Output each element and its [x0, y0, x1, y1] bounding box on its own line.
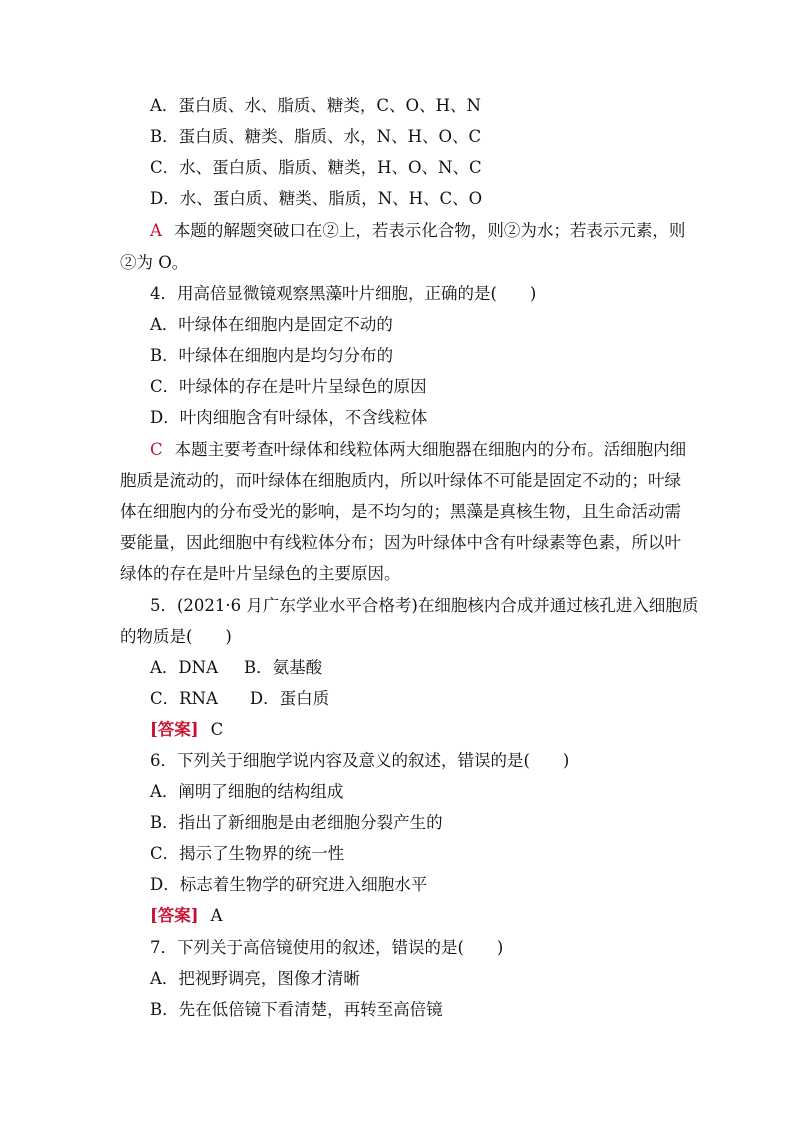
q4-explanation-line-4: 要能量，因此细胞中有线粒体分布；因为叶绿体中含有叶绿素等色素，所以叶 — [120, 533, 681, 552]
q4-explanation-line-2: 胞质是流动的，而叶绿体在细胞质内，所以叶绿体不可能是固定不动的；叶绿 — [120, 471, 681, 490]
q4-explanation-line-5: 绿体的存在是叶片呈绿色的主要原因。 — [120, 564, 401, 583]
q7-stem: 7．下列关于高倍镜使用的叙述，错误的是( ) — [150, 938, 504, 957]
q3-option-a: A．蛋白质、水、脂质、糖类，C、O、H、N — [150, 96, 481, 115]
q5-option-d: D．蛋白质 — [249, 689, 330, 708]
q3-answer: A — [150, 221, 162, 240]
q7-option-a: A．把视野调亮，图像才清晰 — [150, 969, 360, 988]
q3-option-b: B．蛋白质、糖类、脂质、水，N、H、O、C — [150, 127, 482, 146]
q4-option-a: A．叶绿体在细胞内是固定不动的 — [150, 315, 393, 334]
q4-option-d: D．叶肉细胞含有叶绿体，不含线粒体 — [150, 408, 428, 427]
q3-explanation-line-1 — [150, 221, 685, 241]
q3-option-d: D．水、蛋白质、糖类、脂质，N、H、C、O — [150, 189, 483, 208]
q6-option-c: C．揭示了生物界的统一性 — [150, 844, 345, 863]
q6-option-a: A．阐明了细胞的结构组成 — [150, 782, 344, 801]
q6-answer-label: [答案] — [150, 906, 199, 925]
q4-explanation-line-1 — [150, 440, 686, 460]
q6-option-b: B．指出了新细胞是由老细胞分裂产生的 — [150, 813, 443, 832]
q4-explanation-text-1: 本题主要考查叶绿体和线粒体两大细胞器在细胞内的分布。活细胞内细 — [174, 440, 687, 459]
q5-option-c: C．RNA — [150, 689, 218, 708]
q6-option-d: D．标志着生物学的研究进入细胞水平 — [150, 875, 428, 894]
q7-option-b: B．先在低倍镜下看清楚，再转至高倍镜 — [150, 1000, 443, 1019]
q6-answer-line — [150, 906, 223, 926]
q5-answer-label: [答案] — [150, 720, 199, 739]
q5-options-row-2 — [150, 689, 329, 709]
q5-stem-line-2: 的物质是( ) — [120, 627, 232, 646]
q4-option-b: B．叶绿体在细胞内是均匀分布的 — [150, 346, 394, 365]
q6-stem: 6．下列关于细胞学说内容及意义的叙述，错误的是( ) — [150, 751, 570, 770]
q4-answer: C — [150, 440, 163, 459]
q4-explanation-line-3: 体在细胞内的分布受光的影响，是不均匀的；黑藻是真核生物，且生命活动需 — [120, 502, 681, 521]
q5-options-row-1 — [150, 658, 322, 678]
q5-stem-line-1: 5．(2021·6 月广东学业水平合格考)在细胞核内合成并通过核孔进入细胞质 — [150, 596, 699, 615]
q4-stem: 4．用高倍显微镜观察黑藻叶片细胞，正确的是( ) — [150, 284, 537, 303]
q3-explanation-text-1: 本题的解题突破口在②上，若表示化合物，则②为水；若表示元素，则 — [173, 221, 686, 240]
q5-answer-line — [150, 720, 223, 740]
q3-explanation-line-2: ②为 O。 — [120, 253, 189, 272]
q5-option-b: B．氨基酸 — [244, 658, 323, 677]
q6-answer: A — [210, 906, 223, 925]
q5-answer: C — [210, 720, 224, 739]
q4-option-c: C．叶绿体的存在是叶片呈绿色的原因 — [150, 377, 427, 396]
q5-option-a: A．DNA — [150, 658, 218, 677]
q3-option-c: C．水、蛋白质、脂质、糖类，H、O、N、C — [150, 158, 482, 177]
